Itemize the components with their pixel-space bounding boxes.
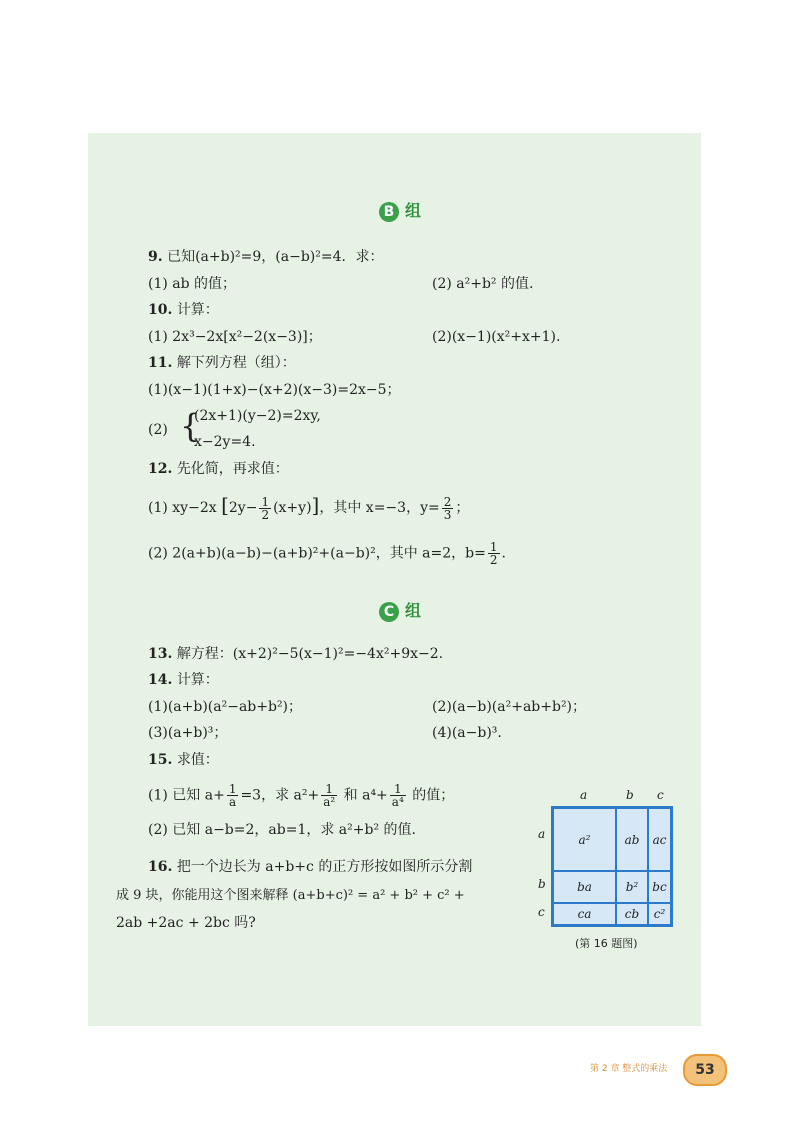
frac-num: 1 bbox=[228, 782, 237, 796]
frac-num: 1 bbox=[261, 494, 270, 509]
top-label-a: a bbox=[580, 788, 588, 802]
fraction-1-over-a2 bbox=[321, 783, 337, 808]
q12-text: 先化简，再求值： bbox=[176, 461, 289, 477]
q16-text1: 把一个边长为 a+b+c 的正方形按如图所示分割 bbox=[176, 859, 473, 875]
fraction-1-over-a bbox=[227, 783, 239, 808]
q13-number: 13. bbox=[148, 646, 173, 662]
q12-p1-b: 2y− bbox=[228, 500, 258, 516]
q9-stem bbox=[148, 247, 384, 267]
side-label-a: a bbox=[538, 827, 546, 841]
frac-num: 2 bbox=[443, 494, 452, 509]
q12-number: 12. bbox=[148, 461, 173, 477]
bracket-close: ] bbox=[311, 493, 320, 517]
q11-stem bbox=[148, 353, 296, 373]
q15-p1-c: 和 a⁴+ bbox=[339, 787, 388, 804]
q12-stem bbox=[148, 459, 289, 479]
group-b-badge: B bbox=[379, 202, 399, 222]
frac-den: a bbox=[229, 795, 237, 809]
group-b-label: 组 bbox=[404, 201, 421, 220]
frac-den: a² bbox=[323, 795, 336, 809]
cell-b2: b² bbox=[616, 871, 648, 903]
frac-num: 1 bbox=[321, 783, 337, 796]
frac-num: 1 bbox=[390, 783, 406, 796]
q15-number: 15. bbox=[148, 752, 173, 768]
fraction-1-over-a4 bbox=[390, 783, 406, 808]
frac-den: 2 bbox=[489, 553, 498, 567]
q14-part2: (2)(a−b)(a²+ab+b²)； bbox=[432, 699, 587, 715]
frac-den: 2 bbox=[261, 507, 270, 522]
group-c-label: 组 bbox=[404, 601, 421, 620]
top-label-b: b bbox=[626, 788, 634, 802]
q15-part2: (2) 已知 a−b=2，ab=1，求 a²+b² 的值. bbox=[148, 822, 416, 838]
group-c-heading bbox=[0, 598, 800, 622]
page-number-badge: 53 bbox=[683, 1054, 727, 1086]
cell-cb: cb bbox=[616, 903, 648, 925]
q10-text: 计算： bbox=[176, 302, 219, 318]
q13-line bbox=[148, 644, 443, 664]
q11-part2-eq2: x−2y=4. bbox=[194, 434, 256, 450]
q10-number: 10. bbox=[148, 302, 173, 318]
square-partition-figure bbox=[551, 806, 673, 927]
q16-line3: 2ab +2ac + 2bc 吗? bbox=[116, 915, 256, 931]
q12-p1-e: ； bbox=[455, 500, 470, 516]
q15-p1-a: (1) 已知 a+ bbox=[148, 787, 225, 804]
q15-p1-b: =3，求 a²+ bbox=[240, 787, 320, 804]
cell-ab: ab bbox=[616, 808, 648, 871]
q11-text: 解下列方程（组）： bbox=[176, 355, 296, 371]
cell-ca: ca bbox=[553, 903, 616, 925]
bracket-open: [ bbox=[221, 493, 229, 517]
cell-ba: ba bbox=[553, 871, 616, 903]
q10-part1: (1) 2x³−2x[x²−2(x−3)]； bbox=[148, 329, 322, 345]
q16-line1 bbox=[148, 857, 472, 877]
frac-den: 3 bbox=[443, 507, 452, 522]
system-brace: { bbox=[180, 407, 201, 445]
side-label-b: b bbox=[538, 877, 546, 891]
q14-text: 计算： bbox=[176, 672, 219, 688]
q14-part4: (4)(a−b)³. bbox=[432, 725, 502, 741]
q10-part2: (2)(x−1)(x²+x+1). bbox=[432, 329, 561, 345]
top-label-c: c bbox=[657, 788, 664, 802]
q12-p1-a: (1) xy−2x bbox=[148, 500, 217, 516]
q9-number: 9. bbox=[148, 249, 163, 265]
fraction-half bbox=[259, 496, 271, 521]
q12-p2-b: . bbox=[501, 545, 506, 562]
cell-ac: ac bbox=[648, 808, 671, 871]
q9-part2: (2) a²+b² 的值. bbox=[432, 276, 534, 292]
cell-bc: bc bbox=[648, 871, 671, 903]
fraction-two-thirds bbox=[442, 496, 454, 521]
q14-stem bbox=[148, 670, 219, 690]
frac-den: a⁴ bbox=[391, 795, 404, 809]
figure-caption: (第 16 题图) bbox=[575, 937, 638, 950]
q16-number: 16. bbox=[148, 859, 173, 875]
q12-part1 bbox=[148, 495, 469, 521]
q9-text: 已知(a+b)²=9，(a−b)²=4．求： bbox=[167, 249, 384, 265]
q12-p1-d: ，其中 x=−3，y= bbox=[319, 500, 440, 516]
q15-stem bbox=[148, 750, 219, 770]
q16-line2: 成 9 块，你能用这个图来解释 (a+b+c)² = a² + b² + c² + bbox=[116, 888, 465, 903]
q14-part3: (3)(a+b)³； bbox=[148, 725, 228, 741]
q12-part2 bbox=[148, 541, 506, 566]
q11-number: 11. bbox=[148, 355, 173, 371]
q14-number: 14. bbox=[148, 672, 173, 688]
q11-part1: (1)(x−1)(1+x)−(x+2)(x−3)=2x−5； bbox=[148, 382, 401, 398]
frac-num: 1 bbox=[489, 540, 498, 554]
cell-c2: c² bbox=[648, 903, 671, 925]
q15-text: 求值： bbox=[176, 752, 219, 768]
q9-part1: (1) ab 的值； bbox=[148, 276, 237, 292]
q10-stem bbox=[148, 300, 219, 320]
q15-part1 bbox=[148, 783, 454, 808]
group-b-heading bbox=[0, 198, 800, 222]
fraction-half-b bbox=[488, 541, 500, 566]
side-label-c: c bbox=[538, 905, 545, 919]
group-c-badge: C bbox=[379, 602, 399, 622]
q13-text: 解方程：(x+2)²−5(x−1)²=−4x²+9x−2. bbox=[176, 646, 444, 662]
chapter-footer: 第 2 章 整式的乘法 bbox=[590, 1064, 668, 1074]
q15-p1-d: 的值； bbox=[407, 787, 455, 804]
q12-p2-a: (2) 2(a+b)(a−b)−(a+b)²+(a−b)²，其中 a=2，b= bbox=[148, 545, 486, 562]
q12-p1-c: (x+y) bbox=[273, 500, 312, 516]
q14-part1: (1)(a+b)(a²−ab+b²)； bbox=[148, 699, 303, 715]
q11-part2-label: (2) bbox=[148, 422, 168, 438]
q11-part2-eq1: (2x+1)(y−2)=2xy, bbox=[194, 408, 321, 424]
cell-a2: a² bbox=[553, 808, 616, 871]
